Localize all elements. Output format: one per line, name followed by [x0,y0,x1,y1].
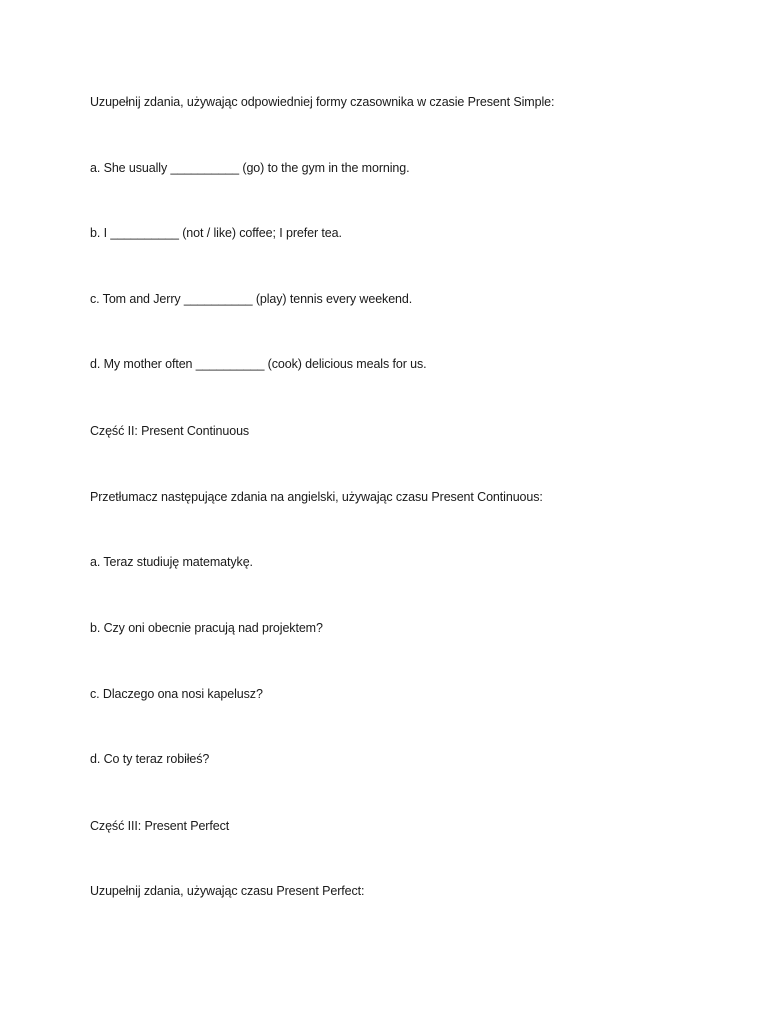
instruction-present-continuous: Przetłumacz następujące zdania na angielski, używając czasu Present Continuous: [90,490,543,504]
exercise-item-a-present-simple: a. She usually __________ (go) to the gym in the morning. [90,161,410,175]
exercise-item-d-present-continuous: d. Co ty teraz robiłeś? [90,752,210,766]
exercise-item-c-present-continuous: c. Dlaczego ona nosi kapelusz? [90,687,263,701]
exercise-item-b-present-simple: b. I __________ (not / like) coffee; I prefer tea. [90,226,342,240]
exercise-item-a-present-continuous: a. Teraz studiuję matematykę. [90,555,253,569]
exercise-item-c-present-simple: c. Tom and Jerry __________ (play) tennis every weekend. [90,292,413,306]
instruction-present-perfect: Uzupełnij zdania, używając czasu Present Perfect: [90,884,365,898]
exercise-item-b-present-continuous: b. Czy oni obecnie pracują nad projektem? [90,621,323,635]
exercise-item-d-present-simple: d. My mother often __________ (cook) delicious meals for us. [90,357,427,371]
instruction-present-simple: Uzupełnij zdania, używając odpowiedniej formy czasownika w czasie Present Simple: [90,95,555,109]
section-heading-part-3: Część III: Present Perfect [90,819,230,833]
section-heading-part-2: Część II: Present Continuous [90,424,250,438]
